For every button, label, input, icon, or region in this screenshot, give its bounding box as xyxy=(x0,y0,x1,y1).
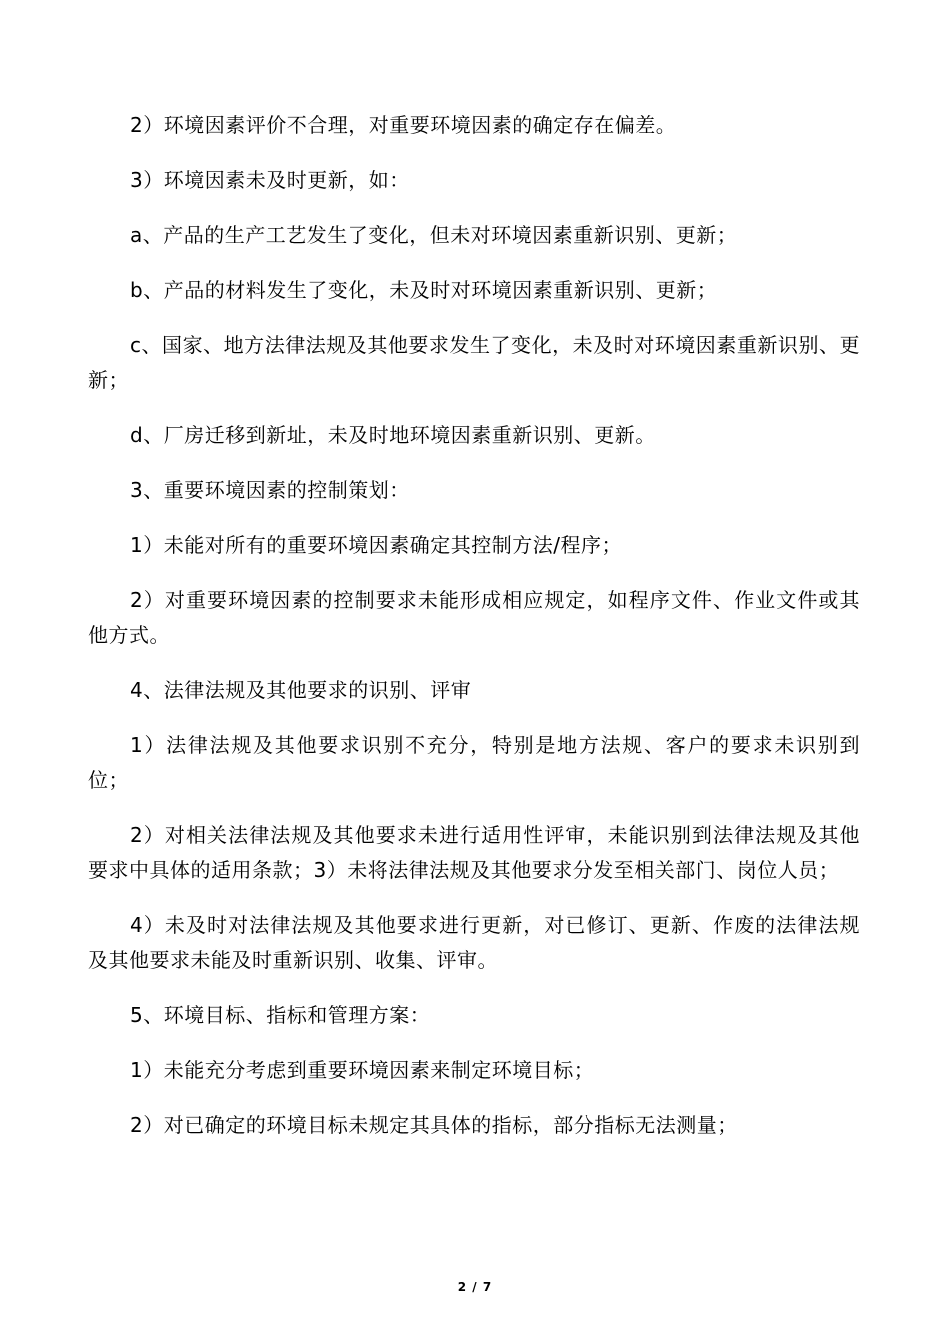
paragraph: a、产品的生产工艺发生了变化，但未对环境因素重新识别、更新； xyxy=(130,223,738,247)
paragraph: 1）未能对所有的重要环境因素确定其控制方法/程序； xyxy=(130,533,622,557)
paragraph: 2）环境因素评价不合理，对重要环境因素的确定存在偏差。 xyxy=(130,113,677,137)
section-heading: 5、环境目标、指标和管理方案： xyxy=(130,1003,431,1027)
paragraph: 1）未能充分考虑到重要环境因素来制定环境目标； xyxy=(130,1058,595,1082)
paragraph: d、厂房迁移到新址，未及时地环境因素重新识别、更新。 xyxy=(130,423,656,447)
paragraph: b、产品的材料发生了变化，未及时对环境因素重新识别、更新； xyxy=(130,278,718,302)
section-heading: 3、重要环境因素的控制策划： xyxy=(130,478,410,502)
paragraph: 2）对相关法律法规及其他要求未进行适用性评审，未能识别到法律法规及其他要求中具体的适用条款；3）未将法律法规及其他要求分发至相关部门、岗位人员； xyxy=(88,823,860,882)
paragraph: 3）环境因素未及时更新，如： xyxy=(130,168,410,192)
paragraph: c、国家、地方法律法规及其他要求发生了变化，未及时对环境因素重新识别、更新； xyxy=(88,333,860,392)
paragraph: 2）对已确定的环境目标未规定其具体的指标，部分指标无法测量； xyxy=(130,1113,738,1137)
paragraph: 1）法律法规及其他要求识别不充分，特别是地方法规、客户的要求未识别到位； xyxy=(88,733,860,792)
document-body xyxy=(88,108,860,1163)
section-heading: 4、法律法规及其他要求的识别、评审 xyxy=(130,678,472,702)
paragraph: 2）对重要环境因素的控制要求未能形成相应规定，如程序文件、作业文件或其他方式。 xyxy=(88,588,860,647)
page-number: 2 / 7 xyxy=(457,1280,493,1294)
paragraph: 4）未及时对法律法规及其他要求进行更新，对已修订、更新、作废的法律法规及其他要求未能及时重新识别、收集、评审。 xyxy=(88,913,860,972)
